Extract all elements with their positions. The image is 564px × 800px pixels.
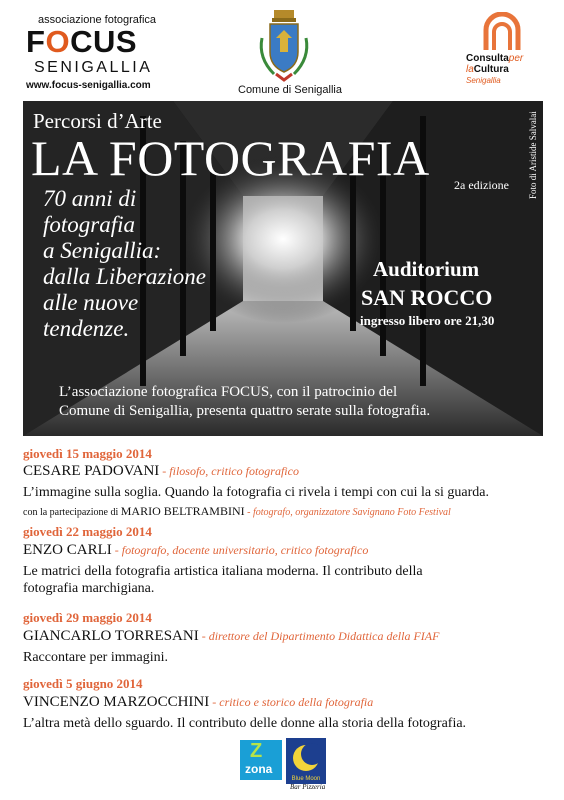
- event-date: giovedì 15 maggio 2014: [23, 446, 152, 461]
- intro-text: L’associazione fotografica FOCUS, con il patrocinio del Comune di Senigallia, presenta quattro serate sulla fotografia.: [59, 384, 431, 419]
- focus-tagline: associazione fotografica: [38, 14, 157, 26]
- city-crest-icon: [252, 8, 316, 86]
- venue-label: Auditorium: [373, 257, 480, 281]
- event-date: giovedì 5 giugno 2014: [23, 676, 143, 691]
- pizzeria-label: Bar Pizzeria: [290, 783, 326, 791]
- zona-sponsor-logo: zona Z: [240, 740, 282, 780]
- event-guest: con la partecipazione di MARIO BELTRAMBINI - fotografo, organizzatore Savignano Foto Festival: [23, 504, 451, 518]
- focus-subtitle: SENIGALLIA: [34, 59, 153, 76]
- blue-moon-logo-icon: [286, 738, 326, 784]
- svg-text:Blue Moon: Blue Moon: [291, 776, 321, 782]
- focus-url-link[interactable]: www.focus-senigallia.com: [26, 80, 151, 91]
- consulta-logo-icon: [480, 12, 524, 52]
- event-speaker: ENZO CARLI - fotografo, docente universitario, critico fotografico: [23, 542, 369, 558]
- event-speaker: GIANCARLO TORRESANI - direttore del Dipartimento Didattica della FIAF: [23, 628, 440, 644]
- edition-label: 2a edizione: [454, 178, 509, 192]
- event-speaker: CESARE PADOVANI - filosofo, critico fotografico: [23, 463, 299, 479]
- event-description: L’immagine sulla soglia. Quando la fotografia ci rivela i tempi con cui la si guarda.: [23, 485, 490, 500]
- photo-banner: [23, 101, 543, 436]
- series-title: Percorsi d’Arte: [33, 109, 162, 133]
- event-description: Raccontare per immagini.: [23, 650, 168, 665]
- focus-logo: FOCUS: [26, 24, 138, 59]
- event-subtitle: 70 anni di fotografia a Senigallia: dalla Liberazione alle nuove tendenze.: [43, 186, 206, 341]
- event-description: L’altra metà dello sguardo. Il contributo delle donne alla storia della fotografia.: [23, 716, 467, 731]
- photo-credit: Foto di Aristide Salvalai: [528, 111, 538, 199]
- entry-info: ingresso libero ore 21,30: [360, 313, 495, 328]
- venue-name: SAN ROCCO: [361, 285, 493, 310]
- event-speaker: VINCENZO MARZOCCHINI - critico e storico della fotografia: [23, 694, 374, 710]
- comune-label: Comune di Senigallia: [238, 84, 342, 96]
- consulta-label: Consultaper laCultura Senigallia: [466, 53, 524, 85]
- event-description: Le matrici della fotografia artistica italiana moderna. Il contributo della fotografia marchigiana.: [23, 564, 423, 596]
- event-title: LA FOTOGRAFIA: [31, 130, 430, 186]
- event-date: giovedì 29 maggio 2014: [23, 610, 152, 625]
- event-date: giovedì 22 maggio 2014: [23, 524, 152, 539]
